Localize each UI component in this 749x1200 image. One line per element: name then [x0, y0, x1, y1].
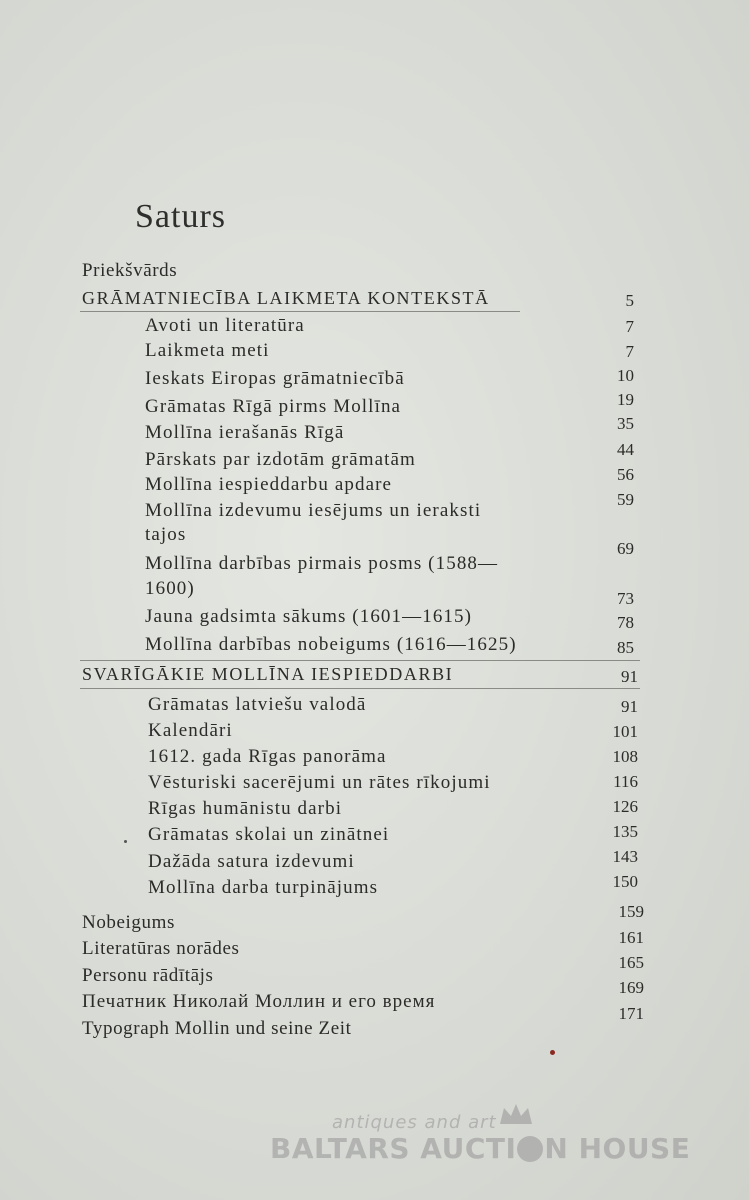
toc-item-page: 44 [617, 440, 634, 459]
toc-item-page: 7 [625, 342, 634, 361]
toc-item: Mollīna izdevumu iesējums un ieraksti [145, 500, 482, 521]
toc-item: Mollīna iespieddarbu apdare [145, 474, 393, 495]
toc-item: Kalendāri [148, 720, 233, 741]
section2-divider-top [80, 660, 640, 661]
toc-item: Pārskats par izdotām grāmatām [145, 449, 416, 470]
toc-closing-page: 159 [618, 902, 644, 921]
toc-item: Grāmatas latviešu valodā [148, 694, 367, 715]
toc-item: Grāmatas skolai un zinātnei [148, 824, 390, 845]
toc-item-page: 150 [612, 872, 638, 891]
section1-heading: GRĀMATNIECĪBA LAIKMETA KONTEKSTĀ [82, 288, 490, 308]
toc-item-page: 59 [617, 490, 634, 509]
toc-item-page: 19 [617, 390, 634, 409]
toc-item-page: 108 [612, 747, 638, 766]
watermark-name [270, 1132, 690, 1165]
toc-item-page: 73 [617, 589, 634, 608]
toc-item-page: 78 [617, 613, 634, 632]
toc-item-page: 7 [625, 317, 634, 336]
toc-item-page: 56 [617, 465, 634, 484]
toc-item-page: 35 [617, 414, 634, 433]
toc-item-page: 69 [617, 539, 634, 558]
watermark-name-part1: BALTARS AUCTI [270, 1132, 517, 1165]
toc-closing-page: 161 [618, 928, 644, 947]
toc-item: Rīgas humānistu darbi [148, 798, 343, 819]
toc-closing-item: Nobeigums [82, 912, 176, 933]
toc-trailing-page: 85 [617, 638, 634, 657]
toc-item-page: 135 [612, 822, 638, 841]
toc-item: Ieskats Eiropas grāmatniecībā [145, 368, 405, 389]
toc-item-page: 143 [612, 847, 638, 866]
toc-closing-item: Печатник Николай Моллин и его время [82, 991, 436, 1012]
toc-item-page: 116 [613, 772, 638, 791]
section2-divider-bottom [80, 688, 640, 689]
toc-item: Mollīna darbības pirmais posms (1588— [145, 553, 499, 574]
toc-closing-item: Personu rādītājs [82, 965, 214, 986]
toc-closing-page: 171 [618, 1004, 644, 1023]
toc-item: 1612. gada Rīgas panorāma [148, 746, 387, 767]
toc-item: Mollīna ierašanās Rīgā [145, 422, 345, 443]
toc-item: Avoti un literatūra [145, 315, 305, 336]
toc-item-page: 101 [612, 722, 638, 741]
toc-item: Grāmatas Rīgā pirms Mollīna [145, 396, 402, 417]
section2-heading: SVARĪGĀKIE MOLLĪNA IESPIEDDARBI [82, 664, 454, 684]
toc-closing-page: 165 [618, 953, 644, 972]
toc-item: Jauna gadsimta sākums (1601—1615) [145, 606, 473, 627]
section2-page: 91 [621, 667, 638, 686]
section1-divider [80, 311, 520, 312]
toc-item: Dažāda satura izdevumi [148, 851, 355, 872]
toc-item-continued: tajos [145, 524, 187, 545]
toc-preface: Priekšvārds [82, 260, 178, 281]
toc-item-page: 91 [621, 697, 638, 716]
toc-closing-page: 169 [618, 978, 644, 997]
page-title: Saturs [135, 198, 226, 235]
ink-speck [550, 1050, 555, 1055]
ink-speck [124, 840, 127, 843]
toc-closing-item: Literatūras norādes [82, 938, 240, 959]
toc-closing-item: Typograph Mollin und seine Zeit [82, 1018, 352, 1039]
toc-item-page: 126 [612, 797, 638, 816]
toc-item: Vēsturiski sacerējumi un rātes rīkojumi [148, 772, 491, 793]
toc-item: Laikmeta meti [145, 340, 270, 361]
section1-page: 5 [625, 291, 634, 310]
watermark-name-part2: N HOUSE [544, 1132, 691, 1165]
watermark-o-icon [517, 1136, 543, 1162]
toc-item-continued: 1600) [145, 578, 195, 599]
toc-item-page: 10 [617, 366, 634, 385]
toc-item: Mollīna darba turpinājums [148, 877, 379, 898]
crown-icon [498, 1102, 534, 1130]
watermark-tagline: antiques and art [332, 1112, 497, 1133]
toc-item: Mollīna darbības nobeigums (1616—1625) [145, 634, 517, 655]
